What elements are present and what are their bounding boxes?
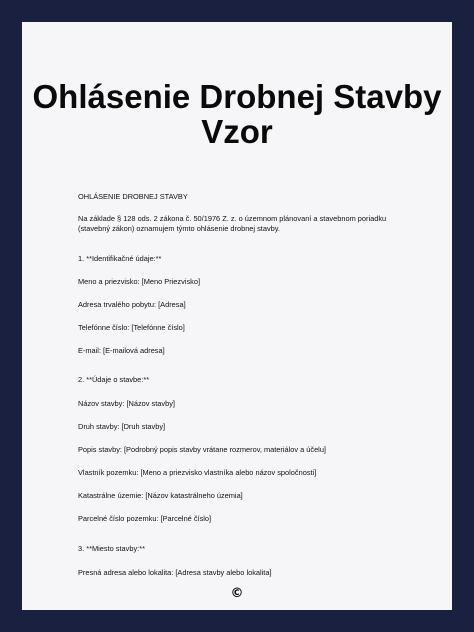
document-heading: OHLÁSENIE DROBNEJ STAVBY <box>78 192 188 201</box>
email-line: E-mail: [E-mailová adresa] <box>78 346 165 355</box>
document-title: Ohlásenie Drobnej Stavby Vzor <box>32 78 442 150</box>
section-identification-heading: 1. **Identifikačné údaje:** <box>78 254 162 263</box>
section-building-heading: 2. **Údaje o stavbe:** <box>78 375 150 384</box>
intro-paragraph: Na základe § 128 ods. 2 zákona č. 50/1976 Z. z. o územnom plánovaní a stavebnom poriadku (stavebný zákon) oznamujem týmto ohlásenie drobnej stavby. <box>78 214 387 233</box>
parcel-line: Parcelné číslo pozemku: [Parcelné číslo] <box>78 514 212 523</box>
cadastral-line: Katastrálne územie: [Názov katastrálneho územia] <box>78 491 243 500</box>
copyright-icon: © <box>230 586 244 601</box>
location-line: Presná adresa alebo lokalita: [Adresa stavby alebo lokalita] <box>78 568 272 577</box>
section-location-heading: 3. **Miesto stavby:** <box>78 544 145 553</box>
building-name-line: Názov stavby: [Názov stavby] <box>78 399 175 408</box>
description-line: Popis stavby: [Podrobný popis stavby vrátane rozmerov, materiálov a účelu] <box>78 445 326 454</box>
document-page <box>22 22 452 610</box>
building-type-line: Druh stavby: [Druh stavby] <box>78 422 166 431</box>
address-line: Adresa trvalého pobytu: [Adresa] <box>78 300 186 309</box>
name-line: Meno a priezvisko: [Meno Priezvisko] <box>78 277 200 286</box>
phone-line: Telefónne číslo: [Telefónne číslo] <box>78 323 185 332</box>
owner-line: Vlastník pozemku: [Meno a priezvisko vlastníka alebo názov spoločnosti] <box>78 468 317 477</box>
